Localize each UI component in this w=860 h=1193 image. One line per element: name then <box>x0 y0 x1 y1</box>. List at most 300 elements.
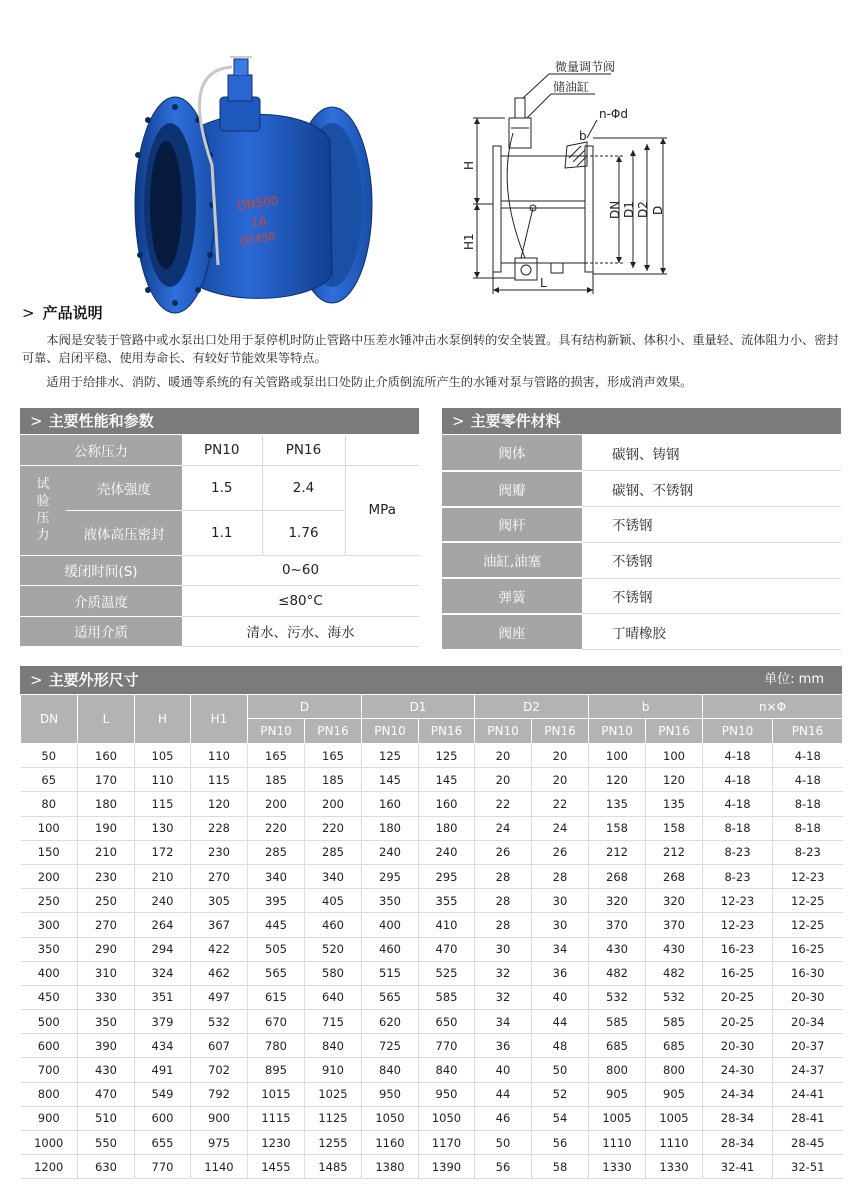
col-subheader-pn10: PN10 <box>703 719 773 744</box>
table-cell: 1005 <box>646 1106 703 1130</box>
table-cell: 32-51 <box>773 1155 843 1179</box>
technical-drawing <box>462 58 680 298</box>
table-row <box>21 985 843 1009</box>
table-cell: 1000 <box>21 1131 78 1155</box>
table-cell: 160 <box>419 792 475 816</box>
col-header-group: D <box>248 695 362 719</box>
table-cell: 445 <box>248 913 305 937</box>
table-cell: 532 <box>191 1010 248 1034</box>
table-cell: 395 <box>248 889 305 913</box>
pn10-header: PN10 <box>182 435 262 465</box>
table-cell: 220 <box>248 816 305 840</box>
table-cell: 32-41 <box>703 1155 773 1179</box>
label-oil-cylinder: 储油缸 <box>553 80 590 94</box>
table-cell: 264 <box>135 913 191 937</box>
table-cell: 120 <box>191 792 248 816</box>
table-row <box>21 1010 843 1034</box>
table-row <box>20 555 419 585</box>
col-subheader-pn16: PN16 <box>532 719 589 744</box>
table-row <box>21 889 843 913</box>
table-cell: 434 <box>135 1034 191 1058</box>
label-micro-valve: 微量调节阀 <box>555 60 616 74</box>
table-cell: 532 <box>646 985 703 1009</box>
table-cell: 330 <box>78 985 135 1009</box>
table-cell: 36 <box>532 961 589 985</box>
table-cell: 180 <box>419 816 475 840</box>
material-value: 碳钢、不锈钢 <box>582 471 841 507</box>
table-cell: 12-25 <box>773 913 843 937</box>
table-cell: 1170 <box>419 1131 475 1155</box>
table-row <box>442 578 841 614</box>
test-pressure-char: 压 <box>36 511 50 526</box>
table-cell: 8-23 <box>703 840 773 864</box>
table-cell: 20 <box>532 768 589 792</box>
table-cell: 685 <box>589 1034 646 1058</box>
table-cell: 58 <box>532 1155 589 1179</box>
table-cell: 8-23 <box>703 864 773 888</box>
table-cell: 525 <box>419 961 475 985</box>
col-subheader-pn16: PN16 <box>646 719 703 744</box>
table-cell: 379 <box>135 1010 191 1034</box>
table-cell: 240 <box>135 889 191 913</box>
table-cell: 702 <box>191 1058 248 1082</box>
table-cell: 22 <box>475 792 532 816</box>
col-header-dn: DN <box>21 695 78 744</box>
table-cell: 16-23 <box>703 937 773 961</box>
table-cell: 520 <box>305 937 362 961</box>
table-row <box>442 471 841 507</box>
table-row <box>21 1082 843 1106</box>
unit-label: 单位: mm <box>764 672 824 687</box>
table-cell: 585 <box>419 985 475 1009</box>
col-subheader-pn16: PN16 <box>773 719 843 744</box>
table-cell: 230 <box>78 864 135 888</box>
intro-title: 产品说明 <box>42 304 103 322</box>
shell-strength-label: 壳体强度 <box>66 465 182 510</box>
table-cell: 670 <box>248 1010 305 1034</box>
table-cell: 28-45 <box>773 1131 843 1155</box>
table-cell: 1390 <box>419 1155 475 1179</box>
table-cell: 950 <box>362 1082 419 1106</box>
table-cell: 4-18 <box>703 792 773 816</box>
table-cell: 294 <box>135 937 191 961</box>
table-cell: 1115 <box>248 1106 305 1130</box>
label-h: H <box>462 160 476 170</box>
table-cell: 52 <box>532 1082 589 1106</box>
table-row <box>21 744 843 768</box>
table-cell: 28 <box>475 913 532 937</box>
table-row <box>442 614 841 650</box>
table-cell: 410 <box>419 913 475 937</box>
table-cell: 30 <box>532 913 589 937</box>
table-row <box>21 1034 843 1058</box>
table-cell: 340 <box>305 864 362 888</box>
table-cell: 600 <box>135 1106 191 1130</box>
table-cell: 24-30 <box>703 1058 773 1082</box>
table-cell: 32 <box>475 961 532 985</box>
material-part: 阀瓣 <box>442 471 582 507</box>
material-value: 不锈钢 <box>582 507 841 543</box>
table-row <box>20 585 419 616</box>
intro-paragraph-1: 本阀是安装于管路中或水泵出口处用于泵停机时防止管路中压差水锤冲击水泵倒转的安全装置。具有结构新颖、体积小、重量轻、流体阻力小、密封可靠、启闭平稳、使用寿命长、有较好节能效果等特点。 <box>22 333 839 365</box>
table-cell: 615 <box>248 985 305 1009</box>
table-row <box>21 840 843 864</box>
table-cell: 462 <box>191 961 248 985</box>
table-cell: 34 <box>532 937 589 961</box>
table-cell: 20 <box>532 744 589 768</box>
table-row <box>20 616 419 646</box>
table-row <box>20 465 419 510</box>
intro-heading <box>22 302 103 323</box>
table-cell: 1230 <box>248 1131 305 1155</box>
table-cell: 240 <box>419 840 475 864</box>
table-cell: 30 <box>532 889 589 913</box>
col-header-group: b <box>589 695 703 719</box>
table-cell: 20-30 <box>703 1034 773 1058</box>
table-cell: 895 <box>248 1058 305 1082</box>
table-cell: 48 <box>532 1034 589 1058</box>
dimensions-section-bar <box>20 666 842 694</box>
table-cell: 324 <box>135 961 191 985</box>
body-mark-pn: 16 <box>250 213 268 230</box>
table-cell: 497 <box>191 985 248 1009</box>
table-cell: 1110 <box>589 1131 646 1155</box>
performance-title: 主要性能和参数 <box>48 412 154 430</box>
table-cell: 200 <box>248 792 305 816</box>
table-cell: 28 <box>532 864 589 888</box>
table-cell: 8-23 <box>773 840 843 864</box>
empty-cell <box>345 435 419 465</box>
table-cell: 491 <box>135 1058 191 1082</box>
table-cell: 607 <box>191 1034 248 1058</box>
performance-section-bar <box>20 408 419 434</box>
table-cell: 770 <box>135 1155 191 1179</box>
table-cell: 20-25 <box>703 1010 773 1034</box>
table-cell: 770 <box>419 1034 475 1058</box>
table-cell: 1110 <box>646 1131 703 1155</box>
table-cell: 212 <box>589 840 646 864</box>
table-cell: 28-34 <box>703 1131 773 1155</box>
table-cell: 180 <box>362 816 419 840</box>
table-cell: 20-37 <box>773 1034 843 1058</box>
table-cell: 792 <box>191 1082 248 1106</box>
label-d2: D2 <box>636 201 650 218</box>
table-cell: 65 <box>21 768 78 792</box>
pressure-unit: MPa <box>345 465 419 555</box>
table-cell: 500 <box>21 1010 78 1034</box>
table-cell: 135 <box>646 792 703 816</box>
dimensions-title: 主要外形尺寸 <box>48 671 139 689</box>
col-subheader-pn10: PN10 <box>248 719 305 744</box>
table-row <box>21 768 843 792</box>
table-cell: 565 <box>362 985 419 1009</box>
materials-table <box>442 435 841 651</box>
table-cell: 370 <box>589 913 646 937</box>
col-header-h: H <box>135 695 191 744</box>
table-cell: 700 <box>21 1058 78 1082</box>
table-cell: 50 <box>21 744 78 768</box>
label-h1: H1 <box>462 233 476 250</box>
table-cell: 36 <box>475 1034 532 1058</box>
test-pressure-char: 力 <box>36 528 50 543</box>
table-cell: 115 <box>135 792 191 816</box>
table-cell: 620 <box>362 1010 419 1034</box>
table-cell: 725 <box>362 1034 419 1058</box>
body-mark-dn: DN500 <box>236 193 280 213</box>
table-cell: 30 <box>475 937 532 961</box>
material-value: 碳钢、铸钢 <box>582 435 841 471</box>
col-header-l: L <box>78 695 135 744</box>
table-cell: 220 <box>305 816 362 840</box>
table-cell: 585 <box>646 1010 703 1034</box>
table-cell: 160 <box>78 744 135 768</box>
table-cell: 22 <box>532 792 589 816</box>
table-cell: 400 <box>21 961 78 985</box>
table-row <box>20 435 419 465</box>
table-cell: 40 <box>532 985 589 1009</box>
table-cell: 180 <box>78 792 135 816</box>
seal-pn10: 1.1 <box>182 510 262 555</box>
seal-pn16: 1.76 <box>262 510 345 555</box>
table-cell: 1255 <box>305 1131 362 1155</box>
label-l: L <box>540 276 547 290</box>
table-cell: 370 <box>646 913 703 937</box>
material-part: 阀座 <box>442 614 582 650</box>
table-cell: 1050 <box>419 1106 475 1130</box>
material-part: 阀杆 <box>442 507 582 543</box>
material-value: 不锈钢 <box>582 542 841 578</box>
table-cell: 405 <box>305 889 362 913</box>
table-cell: 1050 <box>362 1106 419 1130</box>
temperature-value: ≤80°C <box>182 585 419 616</box>
seal-label: 液体高压密封 <box>66 510 182 555</box>
table-cell: 185 <box>248 768 305 792</box>
table-cell: 24-34 <box>703 1082 773 1106</box>
closing-time-value: 0~60 <box>182 555 419 585</box>
table-cell: 8-18 <box>703 816 773 840</box>
table-cell: 310 <box>78 961 135 985</box>
table-cell: 268 <box>589 864 646 888</box>
table-row <box>21 816 843 840</box>
material-part: 阀体 <box>442 435 582 471</box>
table-cell: 240 <box>362 840 419 864</box>
table-cell: 950 <box>419 1082 475 1106</box>
table-cell: 1160 <box>362 1131 419 1155</box>
table-cell: 150 <box>21 840 78 864</box>
table-cell: 12-23 <box>703 889 773 913</box>
table-cell: 975 <box>191 1131 248 1155</box>
table-cell: 565 <box>248 961 305 985</box>
table-cell: 26 <box>475 840 532 864</box>
col-subheader-pn16: PN16 <box>305 719 362 744</box>
table-cell: 20-25 <box>703 985 773 1009</box>
materials-section-bar <box>442 408 841 434</box>
table-cell: 460 <box>305 913 362 937</box>
table-cell: 1125 <box>305 1106 362 1130</box>
table-cell: 12-23 <box>703 913 773 937</box>
table-cell: 20-34 <box>773 1010 843 1034</box>
table-cell: 16-30 <box>773 961 843 985</box>
col-header-group: D1 <box>362 695 475 719</box>
table-cell: 350 <box>362 889 419 913</box>
table-row <box>21 1106 843 1130</box>
table-cell: 34 <box>475 1010 532 1034</box>
materials-title: 主要零件材料 <box>470 412 561 430</box>
table-cell: 20 <box>475 744 532 768</box>
table-cell: 305 <box>191 889 248 913</box>
table-cell: 12-25 <box>773 889 843 913</box>
table-cell: 230 <box>191 840 248 864</box>
table-cell: 24 <box>532 816 589 840</box>
table-cell: 532 <box>589 985 646 1009</box>
table-cell: 20 <box>475 768 532 792</box>
table-cell: 430 <box>646 937 703 961</box>
body-mark-material: QT450 <box>238 230 277 248</box>
table-cell: 20-30 <box>773 985 843 1009</box>
table-cell: 900 <box>191 1106 248 1130</box>
table-cell: 210 <box>78 840 135 864</box>
table-cell: 320 <box>646 889 703 913</box>
table-cell: 50 <box>532 1058 589 1082</box>
table-cell: 8-18 <box>773 816 843 840</box>
table-cell: 1140 <box>191 1155 248 1179</box>
table-cell: 100 <box>646 744 703 768</box>
table-cell: 350 <box>21 937 78 961</box>
table-cell: 685 <box>646 1034 703 1058</box>
table-cell: 1455 <box>248 1155 305 1179</box>
test-pressure-char: 试 <box>36 477 50 492</box>
table-cell: 580 <box>305 961 362 985</box>
label-b: b <box>579 129 587 143</box>
section-marker: > <box>30 671 43 689</box>
table-row <box>21 913 843 937</box>
table-cell: 28-34 <box>703 1106 773 1130</box>
table-cell: 16-25 <box>773 937 843 961</box>
table-cell: 351 <box>135 985 191 1009</box>
table-cell: 900 <box>21 1106 78 1130</box>
table-cell: 422 <box>191 937 248 961</box>
dimensions-table <box>20 694 843 1179</box>
label-d: D <box>651 205 665 215</box>
table-cell: 268 <box>646 864 703 888</box>
table-cell: 1330 <box>646 1155 703 1179</box>
table-cell: 170 <box>78 768 135 792</box>
section-marker: > <box>30 412 43 430</box>
table-cell: 470 <box>419 937 475 961</box>
table-cell: 840 <box>362 1058 419 1082</box>
table-row <box>21 1058 843 1082</box>
table-cell: 145 <box>419 768 475 792</box>
table-cell: 4-18 <box>703 744 773 768</box>
table-cell: 4-18 <box>703 768 773 792</box>
table-row <box>21 1155 843 1179</box>
label-holes: n-Φd <box>599 107 628 121</box>
valve-photo <box>120 45 430 310</box>
table-cell: 120 <box>589 768 646 792</box>
table-header-row <box>21 695 843 719</box>
table-cell: 46 <box>475 1106 532 1130</box>
table-cell: 28-41 <box>773 1106 843 1130</box>
table-cell: 158 <box>589 816 646 840</box>
table-cell: 650 <box>419 1010 475 1034</box>
table-row <box>21 1131 843 1155</box>
table-cell: 355 <box>419 889 475 913</box>
table-cell: 24-41 <box>773 1082 843 1106</box>
table-cell: 549 <box>135 1082 191 1106</box>
table-cell: 44 <box>532 1010 589 1034</box>
table-cell: 100 <box>21 816 78 840</box>
closing-time-label: 缓闭时间(S) <box>20 555 182 585</box>
table-cell: 100 <box>589 744 646 768</box>
material-value: 丁晴橡胶 <box>582 614 841 650</box>
table-cell: 285 <box>248 840 305 864</box>
table-cell: 26 <box>532 840 589 864</box>
table-cell: 120 <box>646 768 703 792</box>
table-cell: 228 <box>191 816 248 840</box>
table-cell: 600 <box>21 1034 78 1058</box>
col-header-h1: H1 <box>191 695 248 744</box>
table-cell: 160 <box>362 792 419 816</box>
table-cell: 24-37 <box>773 1058 843 1082</box>
table-cell: 200 <box>21 864 78 888</box>
col-subheader-pn10: PN10 <box>362 719 419 744</box>
table-cell: 630 <box>78 1155 135 1179</box>
col-subheader-pn10: PN10 <box>475 719 532 744</box>
table-cell: 430 <box>589 937 646 961</box>
table-cell: 295 <box>419 864 475 888</box>
table-cell: 905 <box>589 1082 646 1106</box>
table-cell: 44 <box>475 1082 532 1106</box>
table-cell: 460 <box>362 937 419 961</box>
table-cell: 40 <box>475 1058 532 1082</box>
table-cell: 1015 <box>248 1082 305 1106</box>
table-cell: 300 <box>21 913 78 937</box>
table-cell: 1025 <box>305 1082 362 1106</box>
table-cell: 1005 <box>589 1106 646 1130</box>
table-cell: 165 <box>305 744 362 768</box>
table-cell: 715 <box>305 1010 362 1034</box>
table-cell: 172 <box>135 840 191 864</box>
table-cell: 800 <box>646 1058 703 1082</box>
table-cell: 115 <box>191 768 248 792</box>
shell-pn10: 1.5 <box>182 465 262 510</box>
material-value: 不锈钢 <box>582 578 841 614</box>
table-cell: 1485 <box>305 1155 362 1179</box>
table-cell: 80 <box>21 792 78 816</box>
table-row <box>21 937 843 961</box>
table-cell: 450 <box>21 985 78 1009</box>
material-part: 弹簧 <box>442 578 582 614</box>
table-cell: 840 <box>419 1058 475 1082</box>
table-cell: 290 <box>78 937 135 961</box>
table-cell: 200 <box>305 792 362 816</box>
table-cell: 510 <box>78 1106 135 1130</box>
table-cell: 16-25 <box>703 961 773 985</box>
table-cell: 125 <box>419 744 475 768</box>
table-cell: 350 <box>78 1010 135 1034</box>
table-cell: 1330 <box>589 1155 646 1179</box>
table-cell: 340 <box>248 864 305 888</box>
table-cell: 295 <box>362 864 419 888</box>
medium-label: 适用介质 <box>20 616 182 646</box>
table-cell: 24 <box>475 816 532 840</box>
table-cell: 800 <box>21 1082 78 1106</box>
table-cell: 56 <box>532 1131 589 1155</box>
table-cell: 840 <box>305 1034 362 1058</box>
test-pressure-label <box>20 465 66 555</box>
medium-value: 清水、污水、海水 <box>182 616 419 646</box>
table-cell: 212 <box>646 840 703 864</box>
